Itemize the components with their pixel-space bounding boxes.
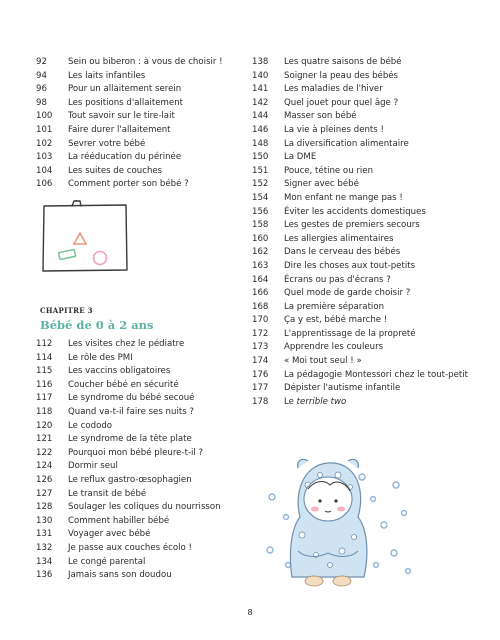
- toc-entry-text: Pour un allaitement serein: [68, 84, 182, 95]
- toc-entry-text: Le congé parental: [68, 556, 146, 567]
- toc-entry: [36, 528, 246, 542]
- toc-entry-title: [68, 420, 246, 434]
- toc-entry: [252, 151, 472, 165]
- toc-entry-text: Quel jouet pour quel âge ?: [284, 97, 399, 108]
- toc-entry-text: Éviter les accidents domestiques: [284, 206, 426, 217]
- toc-entry-text: Jamais sans son doudou: [68, 570, 172, 581]
- toc-entry-text: Soigner la peau des bébés: [284, 70, 399, 81]
- toc-entry: [36, 447, 246, 461]
- toc-entry: [36, 124, 246, 138]
- toc-entry-title: [68, 151, 246, 165]
- toc-entry-title: [284, 260, 472, 274]
- toc-entry-text: Sevrer votre bébé: [68, 138, 146, 149]
- toc-entry-title: [284, 314, 472, 328]
- toc-entry-text: Dire les choses aux tout-petits: [284, 260, 416, 271]
- toc-page-number: 131: [36, 529, 53, 540]
- toc-entry-text: Masser son bébé: [284, 111, 357, 122]
- toc-entry: [36, 556, 246, 570]
- toc-entry-title: [68, 379, 246, 393]
- board-outline: [43, 205, 127, 271]
- toc-entry-title: [68, 474, 246, 488]
- toc-entry: [252, 260, 472, 274]
- toc-page-number: 141: [252, 84, 269, 95]
- toc-entry: [36, 151, 246, 165]
- toc-entry-text: Écrans ou pas d'écrans ?: [284, 274, 391, 285]
- toc-entry-title: [284, 246, 472, 260]
- toc-page-number: 120: [36, 420, 53, 431]
- shape-board-illustration: [40, 200, 130, 275]
- rectangle-icon: [59, 249, 76, 259]
- toc-entry-text: Faire durer l'allaitement: [68, 124, 171, 135]
- toc-page-number: 154: [252, 192, 269, 203]
- toc-page-number: 166: [252, 288, 269, 299]
- toc-entry-title: [284, 97, 472, 111]
- toc-entry: [252, 301, 472, 315]
- toc-page-number: 160: [252, 233, 269, 244]
- toc-column-left: [36, 56, 246, 192]
- toc-entry: [252, 382, 472, 396]
- toc-entry-title: [284, 274, 472, 288]
- toc-entry-italic: terrible two: [296, 396, 347, 407]
- toc-entry: [36, 338, 246, 352]
- toc-entry: [36, 488, 246, 502]
- toc-entry: [36, 379, 246, 393]
- toc-entry: [252, 70, 472, 84]
- toc-page-number: 158: [252, 220, 269, 231]
- toc-entry: [252, 246, 472, 260]
- toc-entry-text: Quel mode de garde choisir ?: [284, 288, 411, 299]
- toc-entry-text: La rééducation du périnée: [68, 152, 182, 163]
- toc-page-number: 152: [252, 179, 269, 190]
- toc-page-number: 115: [36, 366, 53, 377]
- toc-entry-title: [68, 515, 246, 529]
- toc-entry-title: [68, 352, 246, 366]
- toc-entry-text: Soulager les coliques du nourrisson: [68, 502, 221, 513]
- toc-column-chapter: [36, 338, 246, 583]
- toc-page-number: 148: [252, 138, 269, 149]
- toc-entry-title: [284, 110, 472, 124]
- toc-entry-title: [68, 542, 246, 556]
- toc-entry: [36, 178, 246, 192]
- toc-entry: [36, 352, 246, 366]
- toc-entry: [36, 56, 246, 70]
- toc-entry-title: [68, 338, 246, 352]
- toc-entry: [252, 178, 472, 192]
- toc-entry-title: [284, 178, 472, 192]
- toc-page-number: 101: [36, 124, 53, 135]
- toc-entry-title: [68, 556, 246, 570]
- toc-entry: [36, 515, 246, 529]
- toc-entry: [36, 501, 246, 515]
- toc-entry-title: [284, 341, 472, 355]
- toc-entry-title: [284, 355, 472, 369]
- toc-entry: [252, 97, 472, 111]
- toc-page-number: 178: [252, 396, 269, 407]
- toc-entry-text: La diversification alimentaire: [284, 138, 409, 149]
- toc-entry: [36, 110, 246, 124]
- toc-entry-text: Le transit de bébé: [68, 488, 147, 499]
- toc-entry-text: Comment porter son bébé ?: [68, 179, 189, 190]
- toc-entry: [36, 433, 246, 447]
- toc-entry-title: [68, 569, 246, 583]
- toc-entry-title: [68, 56, 246, 70]
- toc-entry-title: [284, 56, 472, 70]
- toc-page-number: 104: [36, 165, 53, 176]
- toc-entry-title: [68, 528, 246, 542]
- toc-entry-title: [284, 165, 472, 179]
- toc-entry-text: Les positions d'allaitement: [68, 97, 184, 108]
- toc-entry: [36, 97, 246, 111]
- toc-column-right: [252, 56, 472, 409]
- toc-entry-title: [68, 178, 246, 192]
- toc-page-number: 150: [252, 152, 269, 163]
- toc-entry-title: [284, 70, 472, 84]
- toc-page-number: 102: [36, 138, 53, 149]
- toc-entry: [252, 83, 472, 97]
- toc-entry-text: Dépister l'autisme infantile: [284, 383, 401, 394]
- toc-entry-text: Quand va-t-il faire ses nuits ?: [68, 406, 194, 417]
- toc-page-number: 114: [36, 352, 53, 363]
- toc-entry-title: [284, 396, 472, 410]
- toc-entry: [252, 355, 472, 369]
- toc-page-number: 156: [252, 206, 269, 217]
- toc-page-number: 124: [36, 461, 53, 472]
- toc-entry-text: Comment habiller bébé: [68, 515, 170, 526]
- toc-entry: [36, 138, 246, 152]
- toc-entry: [36, 460, 246, 474]
- toc-page-number: 112: [36, 339, 53, 349]
- toc-entry: [36, 365, 246, 379]
- toc-entry-text: Pouce, tétine ou rien: [284, 165, 374, 176]
- toc-entry-title: [68, 488, 246, 502]
- toc-entry-title: [284, 219, 472, 233]
- toc-entry-text: La première séparation: [284, 301, 385, 312]
- toc-entry-text: Le rôle des PMI: [68, 352, 133, 363]
- toc-page-number: 136: [36, 570, 53, 581]
- toc-page-number: 146: [252, 124, 269, 135]
- toc-entry-text: La DME: [284, 152, 317, 163]
- toc-entry-text: Le cododo: [68, 420, 113, 431]
- toc-page-number: 164: [252, 274, 269, 285]
- toc-entry-title: [68, 406, 246, 420]
- toc-entry-title: [284, 233, 472, 247]
- toc-entry-text: Les vaccins obligatoires: [68, 366, 171, 377]
- toc-page-number: 116: [36, 379, 53, 390]
- toc-page-number: 98: [36, 97, 47, 108]
- toc-entry-title: [284, 328, 472, 342]
- toc-entry-title: [284, 206, 472, 220]
- toc-entry-text: « Moi tout seul ! »: [284, 356, 362, 367]
- toc-entry: [252, 138, 472, 152]
- toc-page-number: 100: [36, 111, 53, 122]
- toc-entry-text: Mon enfant ne mange pas !: [284, 192, 403, 203]
- toc-page-number: 134: [36, 556, 53, 567]
- toc-entry: [252, 274, 472, 288]
- toc-entry: [36, 392, 246, 406]
- toc-entry-title: [284, 301, 472, 315]
- toc-page-number: 92: [36, 57, 47, 67]
- circle-icon: [94, 252, 107, 265]
- toc-entry-title: [68, 165, 246, 179]
- toc-entry-text: Pourquoi mon bébé pleure-t-il ?: [68, 447, 204, 458]
- toc-entry: [252, 124, 472, 138]
- toc-page-number: 176: [252, 369, 269, 380]
- page-number: 8: [247, 608, 253, 617]
- toc-page-number: 162: [252, 247, 269, 258]
- toc-entry-title: [284, 192, 472, 206]
- toc-entry-text: Les maladies de l'hiver: [284, 84, 383, 95]
- toc-entry-text: Voyager avec bébé: [68, 529, 151, 540]
- baby-illustration: [258, 455, 418, 590]
- toc-entry-text: Signer avec bébé: [284, 179, 359, 190]
- toc-entry: [252, 328, 472, 342]
- toc-entry: [252, 192, 472, 206]
- toc-entry: [252, 396, 472, 410]
- toc-entry-title: [284, 83, 472, 97]
- toc-page-number: 96: [36, 84, 47, 95]
- toc-entry-text: Je passe aux couches écolo !: [68, 542, 192, 553]
- toc-entry: [36, 420, 246, 434]
- toc-entry-title: [284, 124, 472, 138]
- toc-entry-text: Le syndrome du bébé secoué: [68, 393, 195, 404]
- toc-entry-title: [68, 110, 246, 124]
- toc-entry-text: Le: [284, 396, 297, 407]
- toc-page-number: 170: [252, 315, 269, 326]
- toc-page-number: 177: [252, 383, 269, 394]
- toc-page-number: 128: [36, 502, 53, 513]
- toc-page-number: 122: [36, 447, 53, 458]
- toc-page-number: 118: [36, 406, 53, 417]
- toc-page-number: 103: [36, 152, 53, 163]
- toc-entry-title: [284, 382, 472, 396]
- toc-entry-text: Le reflux gastro-œsophagien: [68, 474, 192, 485]
- toc-entry: [36, 406, 246, 420]
- toc-entry-text: Les quatre saisons de bébé: [284, 57, 402, 67]
- toc-entry-text: Coucher bébé en sécurité: [68, 379, 179, 390]
- toc-entry-title: [284, 287, 472, 301]
- toc-entry: [252, 219, 472, 233]
- toc-entry-text: L'apprentissage de la propreté: [284, 328, 416, 339]
- toc-page-number: 106: [36, 179, 53, 190]
- toc-page-number: 151: [252, 165, 269, 176]
- toc-entry-text: Dormir seul: [68, 461, 118, 472]
- toc-entry: [36, 474, 246, 488]
- toc-entry-text: Ça y est, bébé marche !: [284, 315, 388, 326]
- toc-entry-text: Sein ou biberon : à vous de choisir !: [68, 57, 223, 67]
- toc-entry-text: Les allergies alimentaires: [284, 233, 394, 244]
- toc-page-number: 130: [36, 515, 53, 526]
- toc-page-number: 138: [252, 57, 269, 67]
- toc-page-number: 173: [252, 342, 269, 353]
- toc-entry: [252, 165, 472, 179]
- toc-entry: [36, 569, 246, 583]
- toc-entry-title: [68, 460, 246, 474]
- toc-page-number: 126: [36, 474, 53, 485]
- toc-page-number: 142: [252, 97, 269, 108]
- toc-page-number: 140: [252, 70, 269, 81]
- toc-page-number: 117: [36, 393, 53, 404]
- toc-entry-title: [68, 70, 246, 84]
- toc-entry: [252, 287, 472, 301]
- toc-entry-title: [68, 501, 246, 515]
- toc-entry: [252, 314, 472, 328]
- toc-entry-text: Les laits infantiles: [68, 70, 146, 81]
- triangle-icon: [74, 233, 86, 244]
- toc-page-number: 121: [36, 434, 53, 445]
- toc-entry: [252, 206, 472, 220]
- toc-entry: [252, 110, 472, 124]
- toc-page-number: 163: [252, 260, 269, 271]
- toc-entry-title: [68, 365, 246, 379]
- toc-entry: [36, 165, 246, 179]
- toc-entry-title: [68, 447, 246, 461]
- toc-page-number: 174: [252, 356, 269, 367]
- toc-entry-text: Apprendre les couleurs: [284, 342, 384, 353]
- toc-entry: [252, 341, 472, 355]
- toc-entry-text: Dans le cerveau des bébés: [284, 247, 401, 258]
- toc-entry-text: Les gestes de premiers secours: [284, 220, 420, 231]
- toc-page-number: 94: [36, 70, 47, 81]
- chapter-title: Bébé de 0 à 2 ans: [40, 318, 154, 332]
- toc-entry-text: La pédagogie Montessori chez le tout-petit: [284, 369, 468, 380]
- toc-entry-title: [68, 124, 246, 138]
- toc-entry: [252, 369, 472, 383]
- toc-entry: [36, 542, 246, 556]
- toc-entry-text: Les suites de couches: [68, 165, 163, 176]
- toc-entry-text: Tout savoir sur le tire-lait: [68, 111, 175, 122]
- toc-entry-title: [284, 151, 472, 165]
- toc-entry-title: [68, 433, 246, 447]
- toc-entry-title: [68, 97, 246, 111]
- toc-entry-title: [68, 392, 246, 406]
- toc-page-number: 172: [252, 328, 269, 339]
- toc-entry-title: [284, 369, 472, 383]
- chapter-label: CHAPITRE 3: [40, 306, 93, 315]
- toc-entry-title: [284, 138, 472, 152]
- toc-page-number: 144: [252, 111, 269, 122]
- toc-page-number: 127: [36, 488, 53, 499]
- toc-entry-text: Le syndrome de la tête plate: [68, 434, 192, 445]
- toc-page-number: 132: [36, 542, 53, 553]
- toc-entry-text: La vie à pleines dents !: [284, 124, 384, 135]
- toc-entry: [252, 233, 472, 247]
- toc-entry-title: [68, 83, 246, 97]
- toc-entry: [36, 70, 246, 84]
- toc-entry-title: [68, 138, 246, 152]
- toc-entry: [252, 56, 472, 70]
- toc-page-number: 168: [252, 301, 269, 312]
- toc-entry-text: Les visites chez le pédiatre: [68, 339, 185, 349]
- toc-entry: [36, 83, 246, 97]
